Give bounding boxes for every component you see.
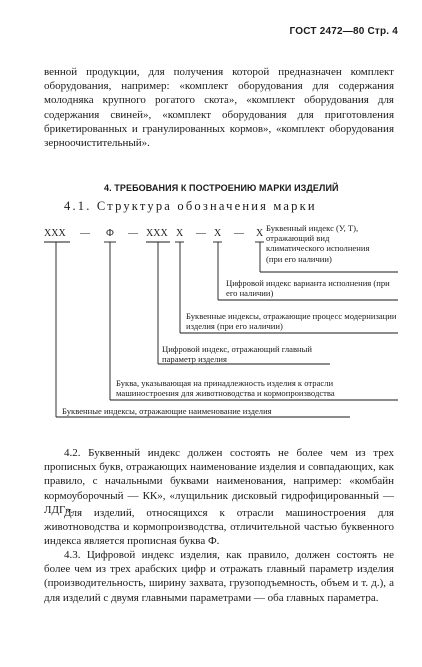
code-x-2: X: [214, 228, 222, 239]
code-x-1: X: [176, 228, 184, 239]
intro-text: венной продукции, для получения которой предназначен комплект оборудования, например: «комплект оборудования для содержания молодняка крупного рогатого скота», «комплект оборудования для содержания свиней», «комплект оборудования для приготовления брикетированных и гранулированных кормов», «комплект оборудования зерноочистительный».: [44, 66, 394, 150]
label-main-param: Цифровой индекс, отражающий главный параметр изделия: [162, 344, 312, 365]
code-x-3: X: [256, 228, 264, 239]
paragraph-branch-text: Для изделий, относящихся к отрасли машиностроения для животноводства и кормопроизводства, отличительной частью буквенного индекса является прописная буква Ф.: [44, 507, 394, 548]
paragraph-4-2-text: 4.2. Буквенный индекс должен состоять не более чем из трех прописных букв, отражающих наименование изделия и совпадающих, как правило, с начальными буквами наименования, например: «комбайн кормоуборочный — КК», «лущильник дисковый гидрофицированный — ЛДГ».: [44, 447, 394, 516]
paragraph-4-3: [44, 548, 394, 605]
label-name-letters: Буквенные индексы, отражающие наименование изделия: [62, 406, 272, 416]
page-header: ГОСТ 2472—80 Стр. 4: [289, 26, 398, 37]
label-branch: Буква, указывающая на принадлежность изделия к отрасли машиностроения для животноводства и кормопроизводства: [116, 378, 335, 399]
label-climatic: Буквенный индекс (У, Т), отражающий вид климатического исполнения (при его наличии): [266, 223, 370, 264]
section-heading: 4. ТРЕБОВАНИЯ К ПОСТРОЕНИЮ МАРКИ ИЗДЕЛИЙ: [104, 183, 339, 193]
code-dash-4: —: [234, 228, 244, 239]
label-variant: Цифровой индекс варианта исполнения (при его наличии): [226, 278, 390, 299]
paragraph-4-3-text: 4.3. Цифровой индекс изделия, как правило, должен состоять не более чем из трех арабских цифр и отражать главный параметр изделия (производительность, ширину захвата, грузоподъемность, объем и т. д.), а для изделий с двумя главными параметрами — оба главных параметра.: [44, 549, 394, 604]
subsection-heading: 4.1. Структура обозначения марки: [64, 199, 317, 213]
code-dash-2: —: [128, 228, 138, 239]
paragraph-branch: [44, 506, 394, 549]
code-f: Ф: [106, 228, 114, 239]
code-dash-1: —: [80, 228, 90, 239]
code-xxx-1: XXX: [44, 228, 66, 239]
code-xxx-2: XXX: [146, 228, 168, 239]
label-modernization: Буквенные индексы, отражающие процесс модернизации изделия (при его наличии): [186, 311, 397, 332]
code-dash-3: —: [196, 228, 206, 239]
